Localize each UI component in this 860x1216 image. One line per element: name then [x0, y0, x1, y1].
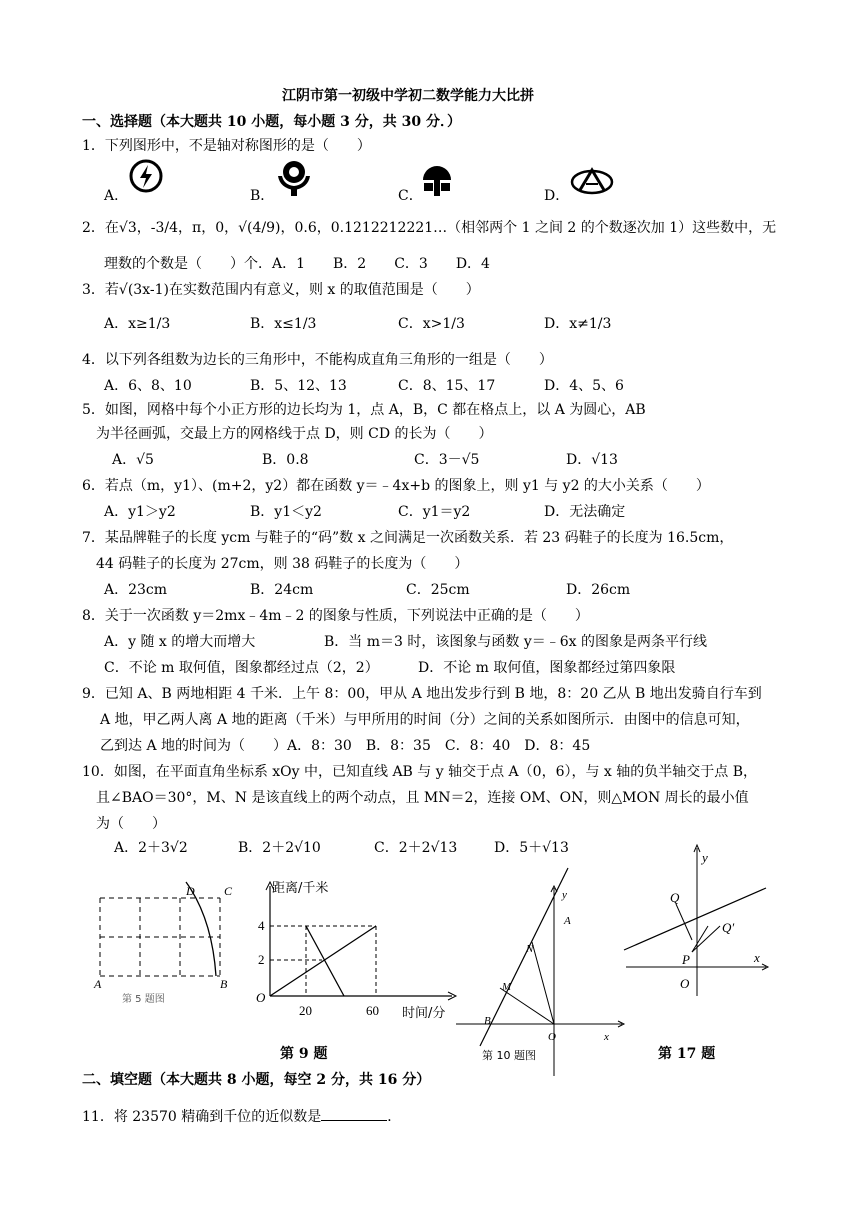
- q11-stem: 11．将 23570 精确到千位的近似数是: [82, 1109, 322, 1125]
- q7-option-a: A．23cm: [104, 582, 168, 598]
- q11-answer-blank[interactable]: [321, 1106, 387, 1121]
- q1-option-b: B．: [250, 188, 275, 204]
- fig5-label-d: D: [186, 884, 195, 898]
- q6-option-c: C．y1＝y2: [398, 504, 471, 520]
- q3-option-c: C．x>1/3: [398, 316, 465, 332]
- q10-option-c: C．2＋2√13: [374, 840, 458, 856]
- q3-option-d: D．x≠1/3: [544, 316, 612, 332]
- fig9-tick-2: 2: [258, 952, 265, 967]
- fig9-tick-4: 4: [258, 918, 265, 933]
- fig9-caption: 第 9 题: [280, 1046, 328, 1062]
- q9-line-1: 9．已知 A、B 两地相距 4 千米．上午 8：00，甲从 A 地出发步行到 B 地，8：20 乙从 B 地出发骑自行车到: [82, 686, 762, 702]
- figure-9-graph: [252, 872, 460, 1032]
- lightning-circle-icon: [128, 158, 164, 194]
- q7-option-c: C．25cm: [406, 582, 470, 598]
- q5-option-b: B．0.8: [262, 452, 309, 468]
- fig17-caption: 第 17 题: [658, 1046, 716, 1062]
- q7-option-d: D．26cm: [566, 582, 631, 598]
- fig9-ylabel: 距离/千米: [272, 881, 329, 896]
- q4-option-a: A．6、8、10: [104, 378, 192, 394]
- q7-line-2: 44 码鞋子的长度为 27cm，则 38 码鞋子的长度为（ ）: [96, 556, 469, 572]
- q4-option-d: D．4、5、6: [544, 378, 624, 394]
- fig17-label-q: Q: [670, 890, 680, 905]
- fig5-label-c: C: [224, 884, 233, 898]
- q5-line-2: 为半径画弧，交最上方的网格线于点 D，则 CD 的长为（ ）: [96, 426, 493, 442]
- fig17-label-o: O: [680, 976, 690, 991]
- fig10-label-y: y: [562, 889, 567, 901]
- fig17-label-q-prime: Q′: [722, 920, 735, 935]
- q11-line: [82, 1106, 401, 1127]
- fig5-label-b: B: [220, 977, 228, 991]
- section-1-heading: 一、选择题（本大题共 10 小题，每小题 3 分，共 30 分．）: [82, 114, 461, 130]
- q1-option-d: D．: [544, 188, 570, 204]
- fig10-label-b: B: [484, 1015, 491, 1027]
- q6-option-a: A．y1＞y2: [104, 504, 176, 520]
- mountain-logo-icon: [570, 164, 614, 196]
- q7-line-1: 7．某品牌鞋子的长度 ycm 与鞋子的“码”数 x 之间满足一次函数关系．若 23 码鞋子的长度为 16.5cm，: [82, 530, 734, 546]
- fig9-tick-60: 60: [366, 1003, 379, 1018]
- q10-option-a: A．2＋3√2: [114, 840, 188, 856]
- q8-stem: 8．关于一次函数 y＝2mx﹣4m﹣2 的图象与性质，下列说法中正确的是（ ）: [82, 608, 589, 624]
- q5-option-c: C．3－√5: [414, 452, 480, 468]
- fig10-label-o: O: [548, 1031, 556, 1043]
- q4-stem: 4．以下列各组数为边长的三角形中，不能构成直角三角形的一组是（ ）: [82, 352, 553, 368]
- fig5-caption: 第 5 题图: [122, 994, 165, 1005]
- figure-5-grid: [90, 880, 250, 1020]
- q1-option-c: C．: [398, 188, 423, 204]
- fig10-label-a: A: [564, 915, 571, 927]
- q2-line-2: 理数的个数是（ ）个．A．1 B．2 C．3 D．4: [104, 256, 490, 272]
- q6-option-d: D．无法确定: [544, 504, 626, 520]
- q3-stem: 3．若√(3x-1)在实数范围内有意义，则 x 的取值范围是（ ）: [82, 282, 480, 298]
- q4-option-b: B．5、12、13: [250, 378, 347, 394]
- q3-option-b: B．x≤1/3: [250, 316, 317, 332]
- q6-stem: 6．若点（m，y1）、(m+2，y2）都在函数 y＝﹣4x+b 的图象上，则 y1 与 y2 的大小关系（ ）: [82, 478, 710, 494]
- q10-option-b: B．2＋2√10: [238, 840, 321, 856]
- q5-option-d: D．√13: [566, 452, 618, 468]
- figure-17-graph: [616, 840, 776, 1000]
- q5-option-a: A．√5: [112, 452, 154, 468]
- q8-option-b: B．当 m＝3 时，该图象与函数 y＝﹣6x 的图象是两条平行线: [324, 634, 707, 650]
- q7-option-b: B．24cm: [250, 582, 314, 598]
- fig17-label-y: y: [702, 850, 708, 865]
- q10-line-3: 为（ ）: [96, 816, 166, 832]
- q9-line-3: 乙到达 A 地的时间为（ ）A．8：30 B．8：35 C．8：40 D．8：45: [100, 738, 591, 754]
- q3-option-a: A．x≥1/3: [104, 316, 171, 332]
- fig9-xlabel: 时间/分: [402, 1006, 446, 1021]
- fig10-label-n: N: [526, 943, 534, 955]
- fig5-label-a: A: [94, 977, 102, 991]
- fig17-label-x: x: [754, 950, 760, 965]
- tree-logo-icon: [420, 162, 454, 198]
- fig9-origin: O: [256, 990, 266, 1005]
- q10-line-1: 10．如图，在平面直角坐标系 xOy 中，已知直线 AB 与 y 轴交于点 A（0，6），与 x 轴的负半轴交于点 B，: [82, 764, 758, 780]
- q8-option-a: A．y 随 x 的增大而增大: [104, 634, 256, 650]
- q9-line-2: A 地，甲乙两人离 A 地的距离（千米）与甲所用的时间（分）之间的关系如图所示．由图中的信息可知，: [100, 712, 750, 728]
- fig9-tick-20: 20: [299, 1003, 312, 1018]
- figure-10-graph: [452, 866, 632, 1080]
- q10-option-d: D．5＋√13: [494, 840, 569, 856]
- q8-option-c: C．不论 m 取何值，图象都经过点（2，2）: [104, 660, 379, 676]
- fig10-label-m: M: [502, 981, 512, 993]
- q8-option-d: D．不论 m 取何值，图象都经过第四象限: [418, 660, 676, 676]
- cup-logo-icon: [272, 160, 316, 200]
- q5-line-1: 5．如图，网格中每个小正方形的边长均为 1，点 A，B，C 都在格点上，以 A 为圆心，AB: [82, 402, 646, 418]
- fig17-label-p: P: [682, 952, 690, 967]
- section-2-heading: 二、填空题（本大题共 8 小题，每空 2 分，共 16 分）: [82, 1072, 431, 1088]
- q2-line-1: 2．在√3，-3/4，π，0，√(4/9)，0.6，0.1212212221…（相邻两个 1 之间 2 的个数逐次加 1）这些数中，无: [82, 220, 777, 236]
- q10-line-2: 且∠BAO＝30°，M、N 是该直线上的两个动点，且 MN＝2，连接 OM、ON，则△MON 周长的最小值: [96, 790, 749, 806]
- q1-stem: 1．下列图形中，不是轴对称图形的是（ ）: [82, 138, 371, 154]
- q1-option-a: A．: [104, 188, 129, 204]
- q11-end: ．: [387, 1109, 402, 1125]
- page-title: 江阴市第一初级中学初二数学能力大比拼: [282, 88, 534, 104]
- fig10-caption: 第 10 题图: [482, 1049, 536, 1062]
- q6-option-b: B．y1＜y2: [250, 504, 322, 520]
- fig10-label-x: x: [604, 1031, 609, 1043]
- q4-option-c: C．8、15、17: [398, 378, 496, 394]
